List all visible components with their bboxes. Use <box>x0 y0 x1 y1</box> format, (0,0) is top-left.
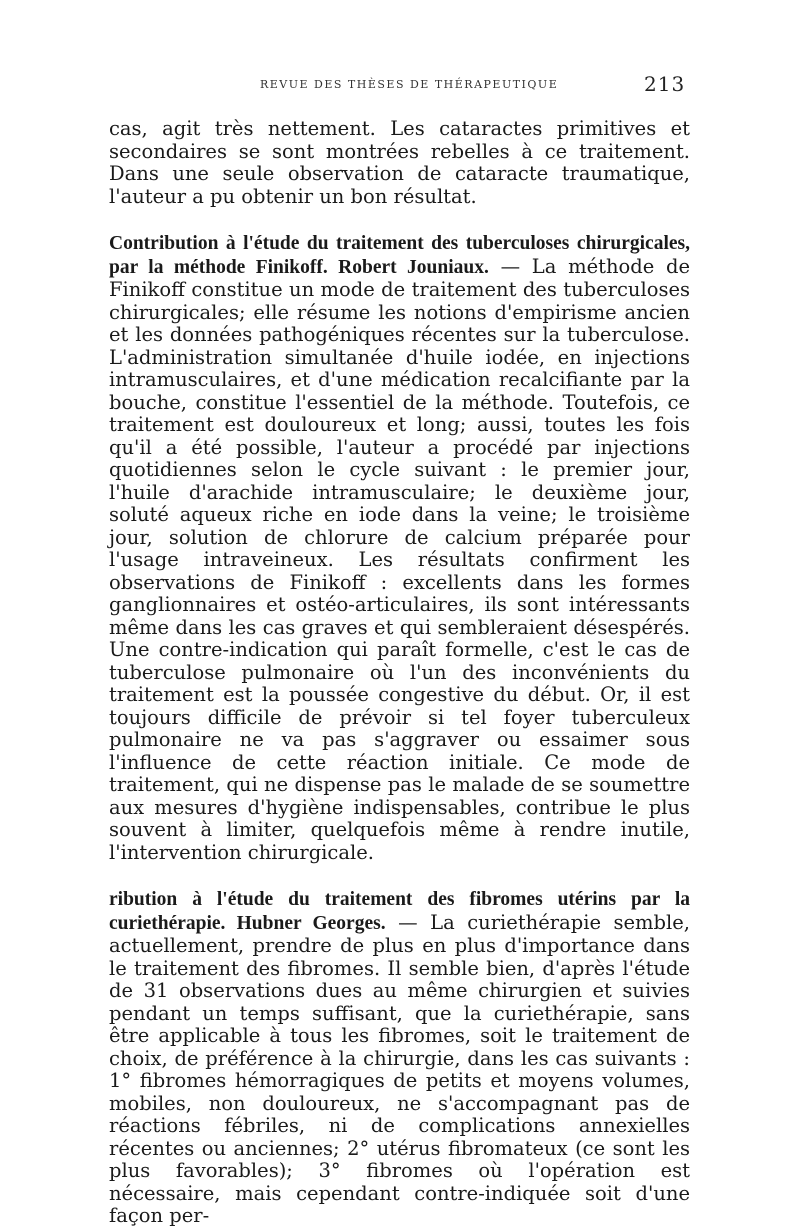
paragraph-article2 <box>109 232 690 864</box>
page-number: 213 <box>644 72 686 96</box>
article2-dash: — <box>500 254 521 278</box>
paragraph-article3 <box>109 888 690 1228</box>
article3-heading: ribution à l'étude du traitement des fibromes utérins par la curiethérapie. Hubner Georges. <box>109 889 690 934</box>
article3-dash: — <box>398 910 418 934</box>
paragraph-article1-tail: cas, agit très nettement. Les cataractes primitives et secondaires se sont montrées rebelles à ce traitement. Dans une seule observation de cataracte traumatique, l'auteur a pu obtenir un bon résultat. <box>109 117 690 208</box>
running-title: REVUE DES THÈSES DE THÉRAPEUTIQUE <box>260 78 559 91</box>
article3-body: La curiethérapie semble, actuellement, prendre de plus en plus d'importance dans le traitement des fibromes. Il semble bien, d'après l'étude de 31 observations dues au même chirurgien et suivies pendant un temps suffisant, que la curiethérapie, sans être applicable à tous les fibromes, soit le traitement de choix, de préférence à la chirurgie, dans les cas suivants : 1° fibromes hémorragiques de petits et moyens volumes, mobiles, non douloureux, ne s'accompagnant pas de réactions fébriles, ni de complications annexielles récentes ou anciennes; 2° utérus fibromateux (ce sont les plus favorables); 3° fibromes où l'opération est nécessaire, mais cependant contre-indiquée soit d'une façon per- <box>109 910 690 1227</box>
text-column <box>109 118 690 1228</box>
article2-heading: Contribution à l'étude du traitement des tuberculoses chirurgicales, par la méthode Finikoff. Robert Jouniaux. <box>109 233 690 278</box>
article2-body: La méthode de Finikoff constitue un mode de traitement des tuberculoses chirurgicales; elle résume les notions d'empirisme ancien et les données pathogéniques récentes sur la tuberculose. L'administration simultanée d'huile iodée, en injections intramusculaires, et d'une médication recalcifiante par la bouche, constitue l'essentiel de la méthode. Toutefois, ce traitement est douloureux et long; aussi, toutes les fois qu'il a été possible, l'auteur a procédé par injections quotidiennes selon le cycle suivant : le premier jour, l'huile d'arachide intramusculaire; le deuxième jour, soluté aqueux riche en iode dans la veine; le troisième jour, solution de chlorure de calcium préparée pour l'usage intraveineux. Les résultats confirment les observations de Finikoff : excellents dans les formes ganglionnaires et ostéo-articulaires, ils sont intéressants même dans les cas graves et qui sembleraient désespérés. Une contre-indication qui paraît formelle, c'est le cas de tuberculose pulmonaire où l'un des inconvénients du traitement est la poussée congestive du début. Or, il est toujours difficile de prévoir si tel foyer tuberculeux pulmonaire ne va pas s'aggraver ou essaimer sous l'influence de cette réaction initiale. Ce mode de traitement, qui ne dispense pas le malade de se soumettre aux mesures d'hygiène indispensables, contribue le plus souvent à limiter, quelquefois même à rendre inutile, l'intervention chirurgicale. <box>109 254 691 864</box>
